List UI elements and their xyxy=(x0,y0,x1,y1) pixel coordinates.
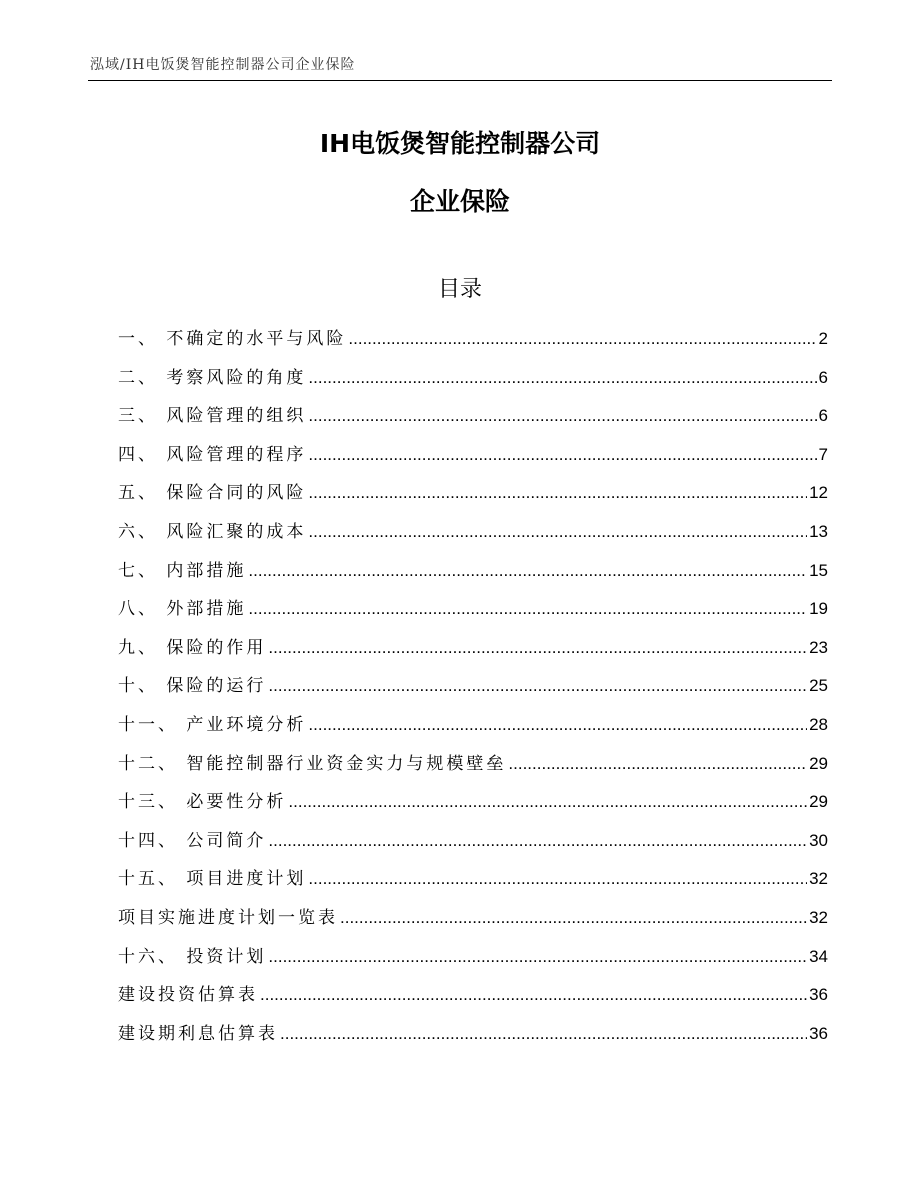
header-divider xyxy=(88,80,832,81)
running-header: 泓域/IH电饭煲智能控制器公司企业保险 xyxy=(90,57,356,73)
toc-entry[interactable] xyxy=(118,556,828,595)
toc-dot-leader xyxy=(308,445,816,465)
toc-entry[interactable] xyxy=(118,749,828,788)
toc-entry[interactable] xyxy=(118,826,828,865)
toc-dot-leader xyxy=(308,715,807,735)
toc-entry-label: 十三、 必要性分析 xyxy=(118,792,287,813)
toc-dot-leader xyxy=(348,329,816,349)
toc-dot-leader xyxy=(508,754,807,774)
toc-entry-label: 十五、 项目进度计划 xyxy=(118,869,307,890)
toc-entry-label: 八、 外部措施 xyxy=(118,599,247,620)
toc-entry-label: 建设投资估算表 xyxy=(118,985,258,1006)
toc-dot-leader xyxy=(308,522,807,542)
toc-dot-leader xyxy=(268,947,807,967)
toc-entry[interactable] xyxy=(118,671,828,710)
toc-entry-label: 一、 不确定的水平与风险 xyxy=(118,329,347,349)
toc-dot-leader xyxy=(248,561,807,581)
toc-entry[interactable] xyxy=(118,594,828,633)
toc-dot-leader xyxy=(260,985,807,1005)
toc-entry-label: 六、 风险汇聚的成本 xyxy=(118,521,307,542)
toc-entry[interactable] xyxy=(118,478,828,517)
toc-entry[interactable] xyxy=(118,903,828,942)
toc-entry-label: 五、 保险合同的风险 xyxy=(118,483,307,504)
toc-entry-label: 十四、 公司简介 xyxy=(118,830,267,851)
toc-dot-leader xyxy=(308,406,816,426)
toc-dot-leader xyxy=(340,908,807,928)
toc-page-number: 15 xyxy=(809,560,828,580)
toc-page-number: 29 xyxy=(809,792,828,812)
toc-entry-label: 十六、 投资计划 xyxy=(118,946,267,967)
toc-page-number: 6 xyxy=(818,367,828,387)
toc-page-number: 29 xyxy=(809,753,828,773)
toc-entry[interactable] xyxy=(118,942,828,981)
document-title: IH电饭煲智能控制器公司 xyxy=(319,129,601,158)
toc-entry[interactable] xyxy=(118,980,828,1019)
toc-page-number: 13 xyxy=(809,521,828,541)
toc-entry[interactable] xyxy=(118,363,828,402)
toc-page-number: 12 xyxy=(809,483,828,503)
toc-page-number: 30 xyxy=(809,830,828,850)
document-subtitle: 企业保险 xyxy=(409,187,510,216)
toc-entry-label: 十一、 产业环境分析 xyxy=(118,714,307,735)
toc-entry[interactable] xyxy=(118,633,828,672)
toc-dot-leader xyxy=(268,638,807,658)
toc-entry[interactable] xyxy=(118,864,828,903)
toc-dot-leader xyxy=(248,599,807,619)
toc-dot-leader xyxy=(280,1024,807,1044)
toc-page-number: 23 xyxy=(809,637,828,657)
toc-entry[interactable] xyxy=(118,710,828,749)
toc-page-number: 2 xyxy=(818,329,828,348)
toc-entry-label: 三、 风险管理的组织 xyxy=(118,406,307,427)
toc-entry-label: 四、 风险管理的程序 xyxy=(118,444,307,465)
toc-page-number: 32 xyxy=(809,869,828,889)
toc-entry[interactable] xyxy=(118,324,828,363)
toc-dot-leader xyxy=(268,831,807,851)
toc-page-number: 7 xyxy=(818,444,828,464)
toc-page-number: 32 xyxy=(809,907,828,927)
toc-entry-label: 十二、 智能控制器行业资金实力与规模壁垒 xyxy=(118,753,507,774)
toc-page-number: 36 xyxy=(809,1023,828,1043)
toc-entry[interactable] xyxy=(118,787,828,826)
toc-page-number: 25 xyxy=(809,676,828,696)
toc-entry-label: 九、 保险的作用 xyxy=(118,637,267,658)
toc-dot-leader xyxy=(308,869,807,889)
toc-dot-leader xyxy=(288,792,807,812)
toc-entry-label: 十、 保险的运行 xyxy=(118,676,267,697)
toc-entry-label: 建设期利息估算表 xyxy=(118,1023,278,1044)
toc-heading: 目录 xyxy=(437,277,482,302)
toc-entry[interactable] xyxy=(118,401,828,440)
toc-dot-leader xyxy=(268,676,807,696)
toc-entry[interactable] xyxy=(118,517,828,556)
toc-page-number: 28 xyxy=(809,714,828,734)
toc-dot-leader xyxy=(308,368,816,388)
toc-page-number: 34 xyxy=(809,946,828,966)
toc-entry[interactable] xyxy=(118,440,828,479)
toc-dot-leader xyxy=(308,483,807,503)
toc-entry[interactable] xyxy=(118,1019,828,1058)
toc-entry-label: 七、 内部措施 xyxy=(118,560,247,581)
toc-page-number: 19 xyxy=(809,599,828,619)
toc-page-number: 36 xyxy=(809,985,828,1005)
table-of-contents xyxy=(118,324,828,1057)
toc-page-number: 6 xyxy=(818,406,828,426)
toc-entry-label: 二、 考察风险的角度 xyxy=(118,367,307,388)
toc-entry-label: 项目实施进度计划一览表 xyxy=(118,907,338,928)
